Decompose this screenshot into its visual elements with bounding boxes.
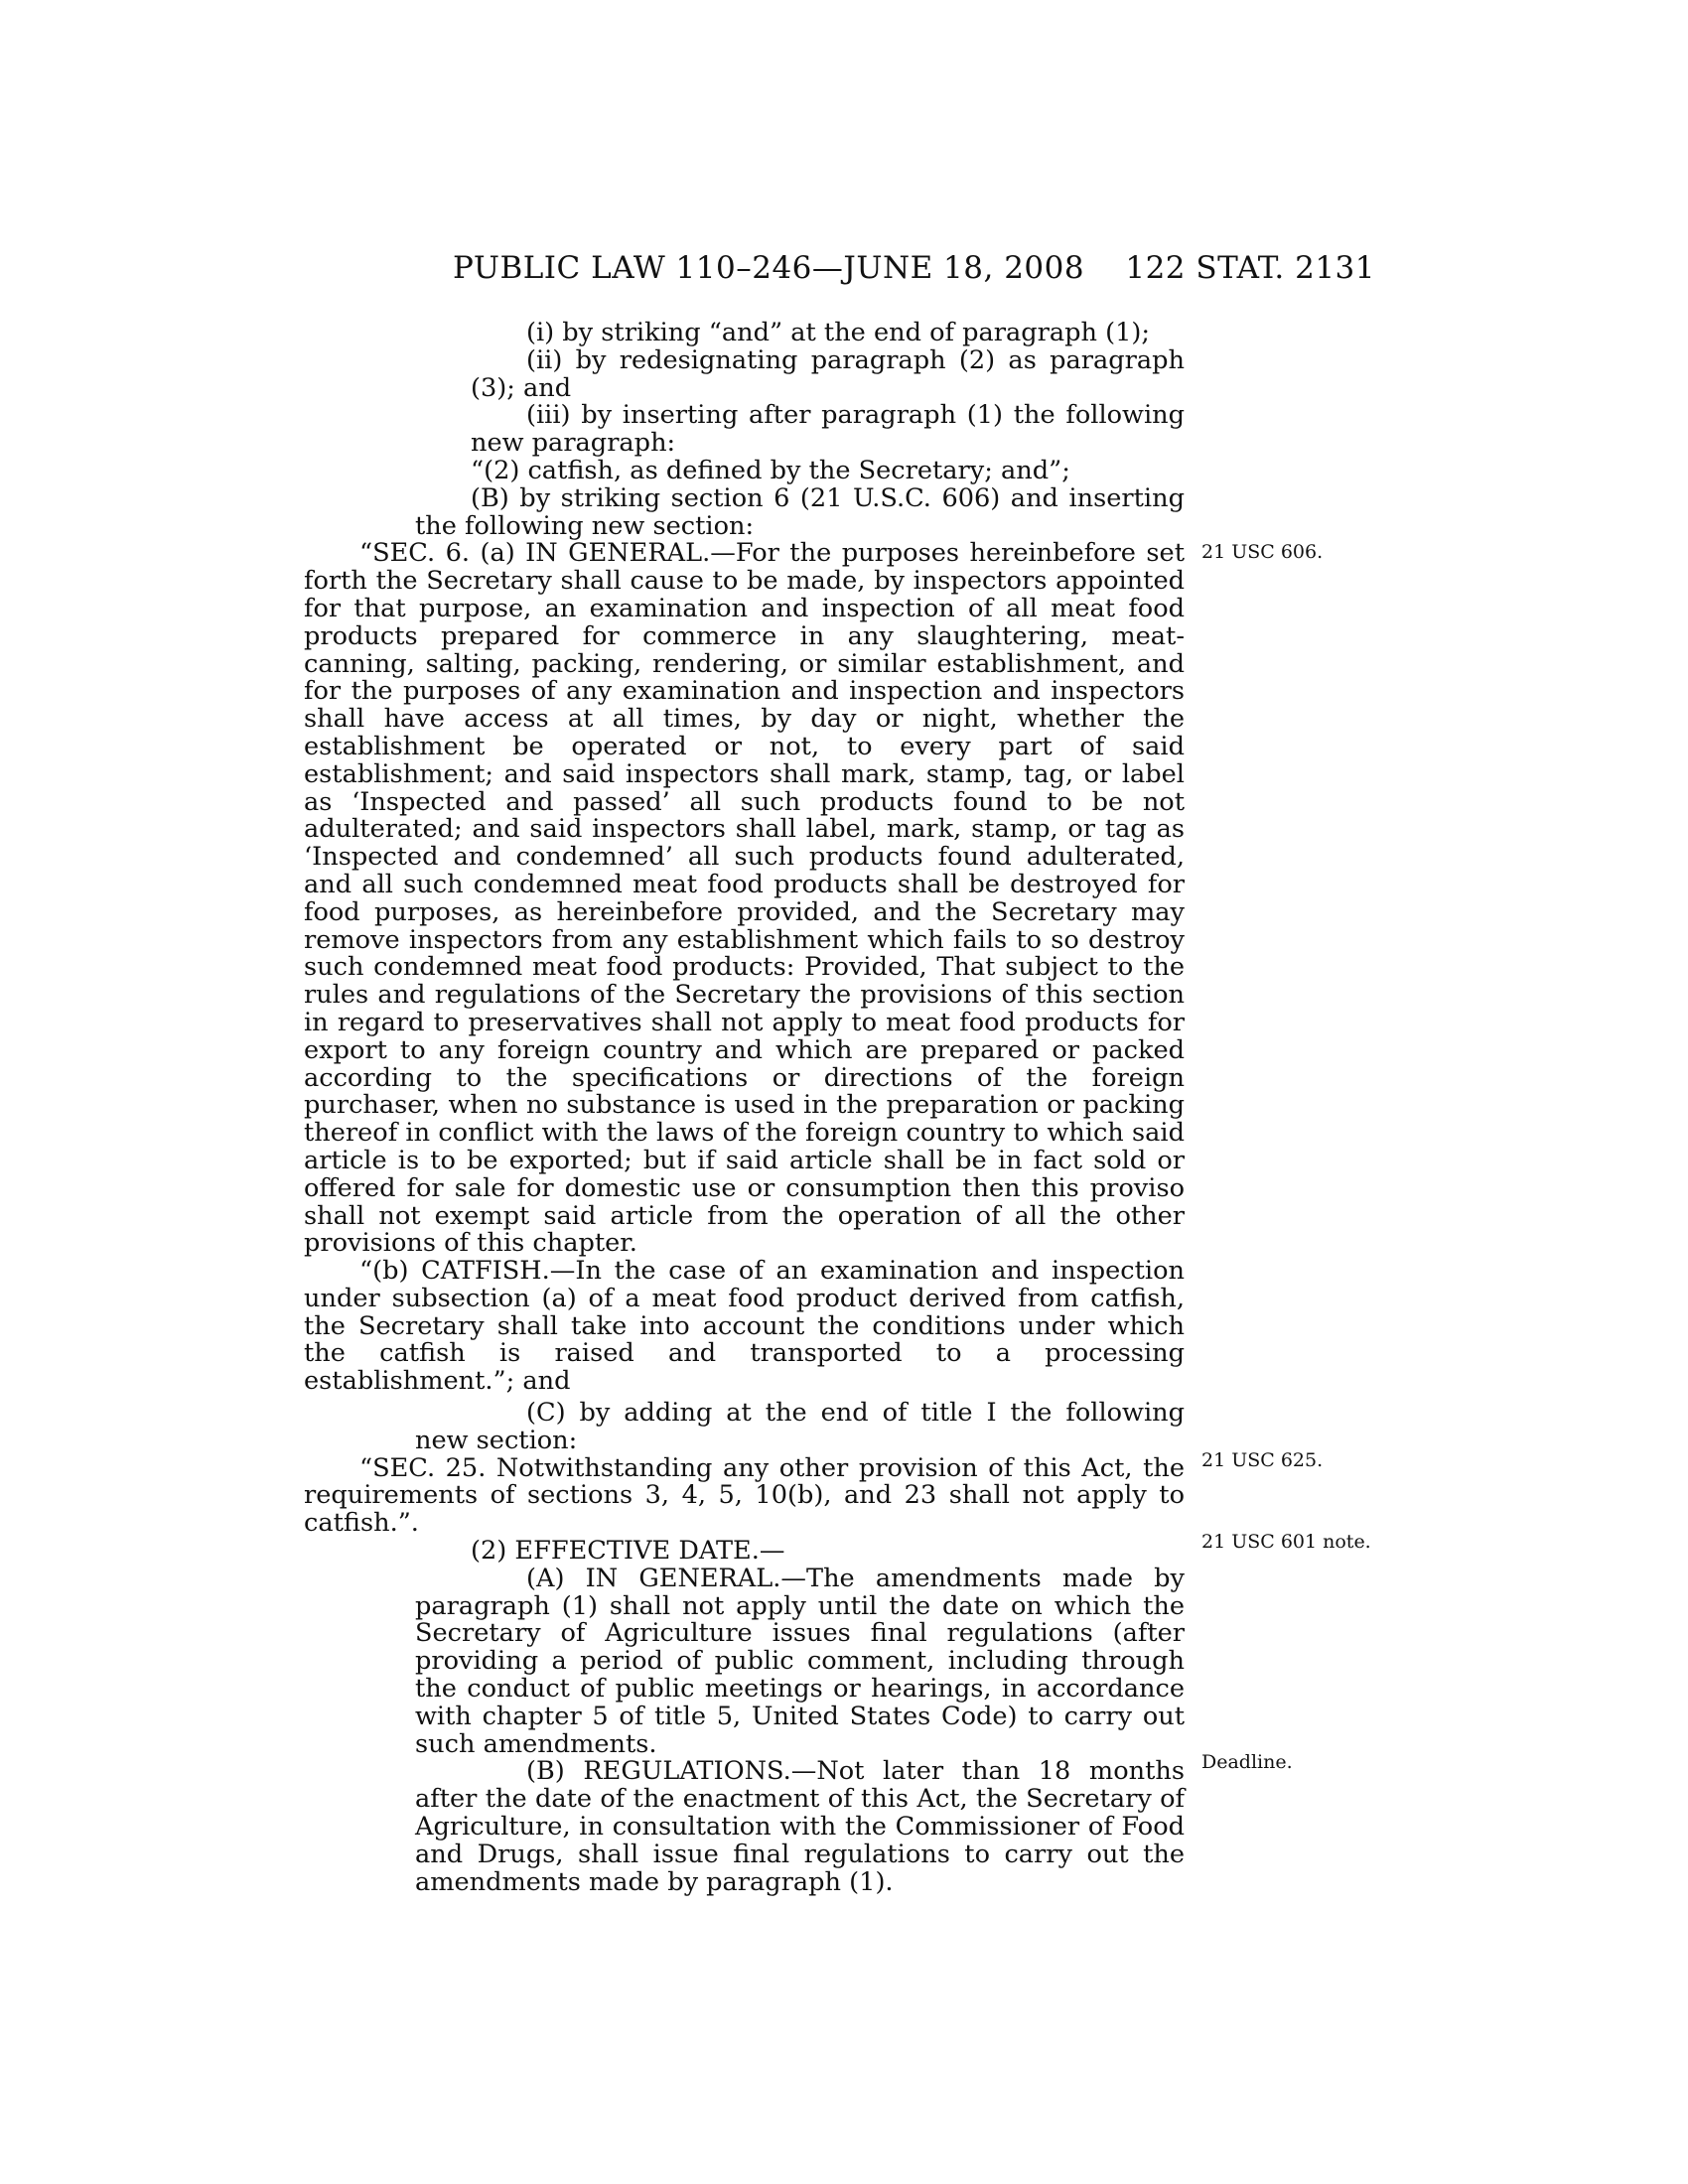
in-general-paragraph: (A) IN GENERAL.—The amendments made by paragraph (1) shall not apply until the date on which the Secretary of Agriculture issues final regulations (after providing a period of public comment, including through the conduct of public meetings or hearings, in accordance with chapter 5 of title 5, United States Code) to carry out such amendments. bbox=[415, 1563, 1185, 1759]
document-body bbox=[304, 320, 1185, 1896]
regulations-paragraph: (B) REGULATIONS.—Not later than 18 months after the date of the enactment of this Act, the Secretary of Agriculture, in consultation with the Commissioner of Food and Drugs, shall issue final regulations to carry out the amendments made by paragraph (1). bbox=[415, 1756, 1185, 1897]
margin-note-21usc625: 21 USC 625. bbox=[1201, 1449, 1324, 1471]
paragraph-iii: (iii) by inserting after paragraph (1) the following new paragraph: bbox=[471, 400, 1185, 459]
section-6-text: “SEC. 6. (a) IN GENERAL.—For the purposes hereinbefore set forth the Secretary shall cause to be made, by inspectors appointed for that purpose, an examination and inspection of all meat food products prepared for commerce in any slaughtering, meat-canning, salting, packing, rendering, or similar establishment, and for the purposes of any examination and inspection and inspectors shall have access at all times, by day or night, whether the establishment be operated or not, to every part of said establishment; and said inspectors shall mark, stamp, tag, or label as ‘Inspected and passed’ all such products found to be not adulterated; and said inspectors shall label, mark, stamp, or tag as ‘Inspected and condemned’ all such products found adulterated, and all such condemned meat food products shall be destroyed for food purposes, as hereinbefore provided, and the Secretary may remove inspectors from any establishment which fails to so destroy such condemned meat food products: Provided, That subject to the rules and regulations of the Secretary the provisions of this section in regard to preservatives shall not apply to meat food products for export to any foreign country and which are prepared or packed according to the specifications or directions of the foreign purchaser, when no substance is used in the preparation or packing thereof in conflict with the laws of the foreign country to which said article is to be exported; but if said article shall be in fact sold or offered for sale for domestic use or consumption then this proviso shall not exempt said article from the operation of all the other provisions of this chapter. bbox=[304, 538, 1185, 1259]
public-law-title: PUBLIC LAW 110–246—JUNE 18, 2008 bbox=[453, 250, 1085, 286]
statute-page-number: 122 STAT. 2131 bbox=[1125, 250, 1375, 286]
margin-note-21usc606: 21 USC 606. bbox=[1201, 541, 1324, 563]
paragraph-ii: (ii) by redesignating paragraph (2) as paragraph (3); and bbox=[471, 344, 1185, 403]
margin-note-deadline: Deadline. bbox=[1201, 1751, 1293, 1773]
paragraph-i: (i) by striking “and” at the end of paragraph (1); bbox=[526, 318, 1151, 347]
paragraph-b: (B) by striking section 6 (21 U.S.C. 606) and inserting the following new section: bbox=[415, 482, 1185, 541]
page-header bbox=[298, 250, 1375, 290]
margin-note-21usc601-note: 21 USC 601 note. bbox=[1201, 1531, 1371, 1553]
catfish-subsection-text: “(b) CATFISH.—In the case of an examination and inspection under subsection (a) of a meat food product derived from catfish, the Secretary shall take into account the conditions under which the catfish is raised and transported to a processing establishment.”; and bbox=[304, 1256, 1185, 1397]
quoted-paragraph-2: “(2) catfish, as defined by the Secretary; and”; bbox=[471, 455, 1070, 485]
effective-date-heading: (2) EFFECTIVE DATE.— bbox=[471, 1536, 785, 1567]
section-25-text: “SEC. 25. Notwithstanding any other provision of this Act, the requirements of sections 3, 4, 5, 10(b), and 23 shall not apply to catfish.”. bbox=[304, 1452, 1185, 1539]
paragraph-c: (C) by adding at the end of title I the following new section: bbox=[415, 1398, 1185, 1455]
